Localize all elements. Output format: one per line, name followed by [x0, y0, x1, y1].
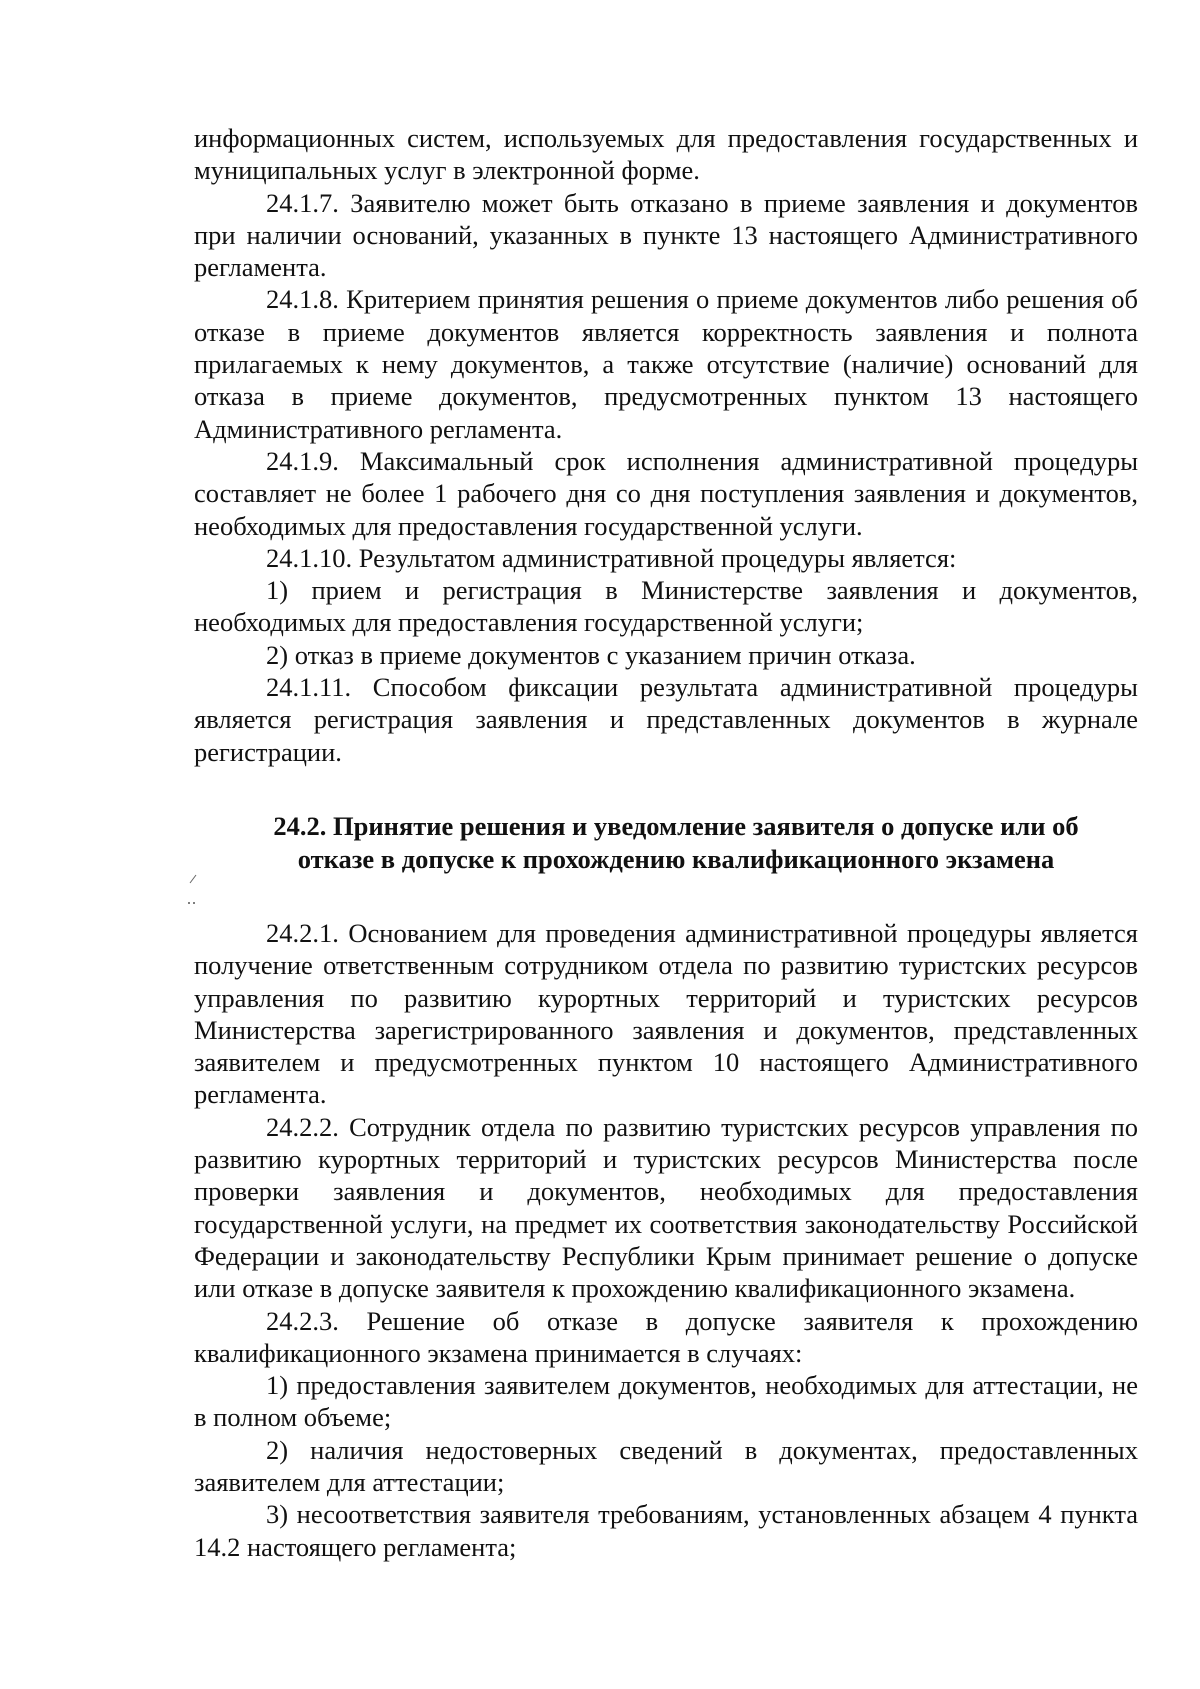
list-item-refusal-1: 1) предоставления заявителем документов, необходимых для аттестации, не в полном объеме; [194, 1370, 1138, 1433]
paragraph-24-2-1: 24.2.1. Основанием для проведения административной процедуры является получение ответственным сотрудником отдела по развитию туристских ресурсов управления по развитию курортных территорий и туристских ресурсов Министерства зарегистрированного заявления и документов, представленных заявителем и предусмотренных пунктом 10 настоящего Административного регламента. [194, 917, 1138, 1110]
section-heading-24-2 [194, 810, 1138, 876]
paragraph-24-2-2: 24.2.2. Сотрудник отдела по развитию туристских ресурсов управления по развитию курортных территорий и туристских ресурсов Министерства после проверки заявления и документов, необходимых для предоставления государственной услуги, на предмет их соответствия законодательству Российской Федерации и законодательству Республики Крым принимает решение о допуске или отказе в допуске заявителя к прохождению квалификационного экзамена. [194, 1111, 1138, 1304]
list-item-1: 1) прием и регистрация в Министерстве заявления и документов, необходимых для предоставления государственной услуги; [194, 575, 1138, 638]
section-heading-line-2: отказе в допуске к прохождению квалификационного экзамена [297, 843, 1055, 874]
list-item-refusal-3: 3) несоответствия заявителя требованиям, установленных абзацем 4 пункта 14.2 настоящего регламента; [194, 1499, 1138, 1562]
section-heading-line-1: 24.2. Принятие решения и уведомление заявителя о допуске или об [273, 810, 1079, 841]
scan-speck-mark [188, 874, 198, 884]
paragraph-24-1-9: 24.1.9. Максимальный срок исполнения административной процедуры составляет не более 1 рабочего дня со дня поступления заявления и документов, необходимых для предоставления государственной услуги. [194, 445, 1138, 541]
paragraph-24-1-10: 24.1.10. Результатом административной процедуры является: [266, 542, 957, 573]
paragraph-continuation: информационных систем, используемых для предоставления государственных и муниципальных услуг в электронной форме. [194, 123, 1138, 186]
list-item-2: 2) отказ в приеме документов с указанием причин отказа. [266, 639, 916, 670]
list-item-refusal-2: 2) наличия недостоверных сведений в документах, предоставленных заявителем для аттестации; [194, 1434, 1138, 1497]
paragraph-24-1-7: 24.1.7. Заявителю может быть отказано в приеме заявления и документов при наличии оснований, указанных в пункте 13 настоящего Административного регламента. [194, 187, 1138, 283]
paragraph-24-1-8: 24.1.8. Критерием принятия решения о приеме документов либо решения об отказе в приеме документов является корректность заявления и полнота прилагаемых к нему документов, а также отсутствие (наличие) оснований для отказа в приеме документов, предусмотренных пунктом 13 настоящего Административного регламента. [194, 284, 1138, 444]
document-body [194, 122, 1138, 1563]
paragraph-24-1-11: 24.1.11. Способом фиксации результата административной процедуры является регистрация заявления и представленных документов в журнале регистрации. [194, 672, 1138, 767]
scan-speck-mark [186, 900, 202, 910]
paragraph-24-2-3: 24.2.3. Решение об отказе в допуске заявителя к прохождению квалификационного экзамена принимается в случаях: [194, 1305, 1138, 1368]
